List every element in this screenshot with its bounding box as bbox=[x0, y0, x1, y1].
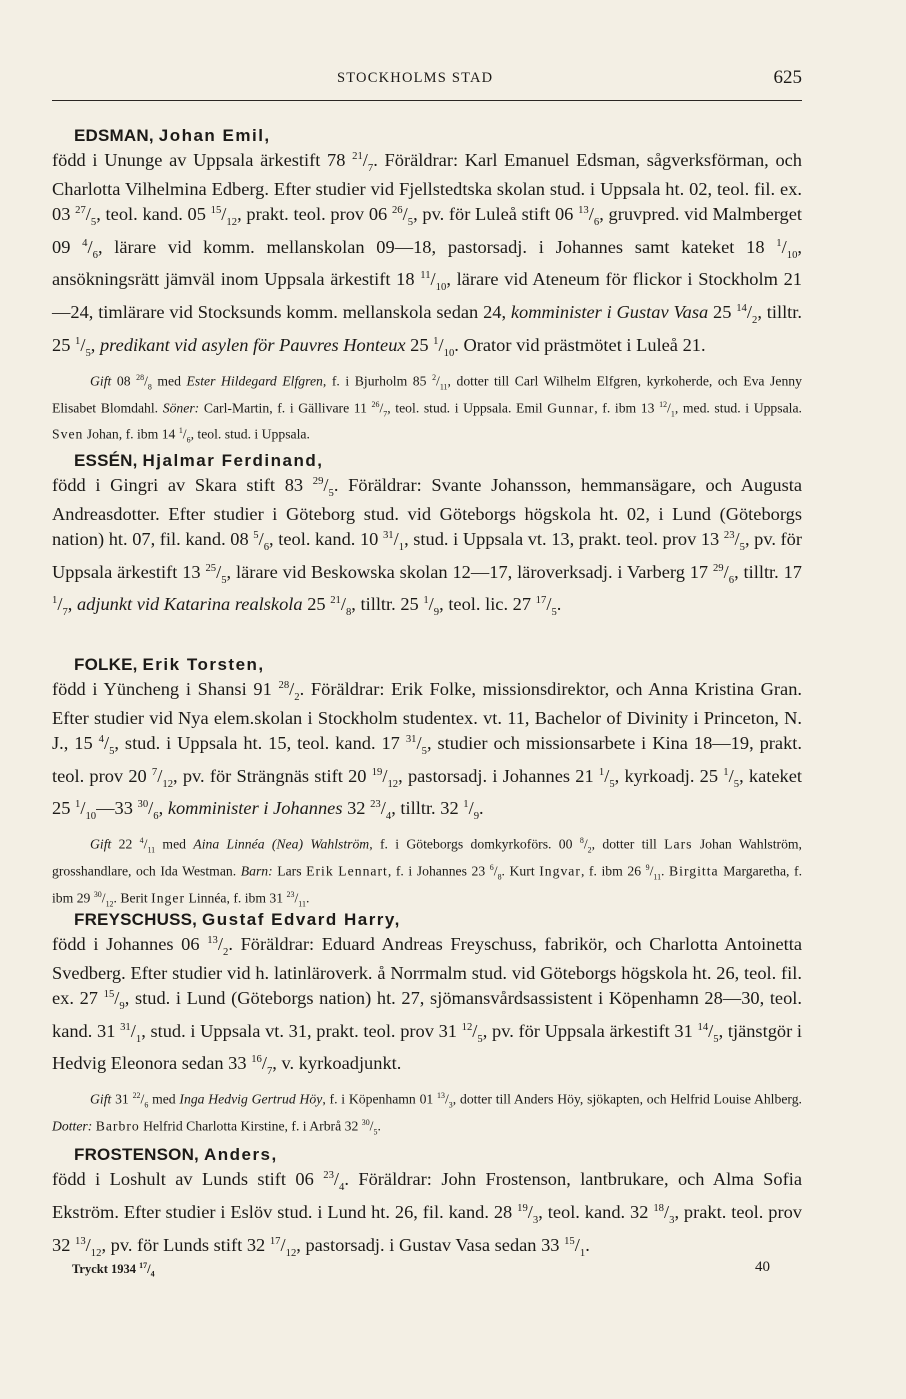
surname: ESSÉN, bbox=[74, 451, 138, 470]
given-names: Hjalmar Ferdinand, bbox=[142, 451, 324, 470]
given-names: Anders, bbox=[203, 1145, 278, 1164]
entry-name bbox=[74, 655, 802, 675]
entry-name bbox=[74, 1145, 802, 1165]
entry-edsman bbox=[52, 126, 802, 449]
sheet-number: 40 bbox=[755, 1259, 770, 1275]
entry-name bbox=[74, 126, 802, 146]
given-names: Erik Torsten, bbox=[142, 655, 265, 674]
print-date-day: 17 bbox=[139, 1261, 148, 1270]
print-info: Tryckt 1934 $^{17}/_4$ bbox=[72, 1261, 155, 1279]
entry-folke bbox=[52, 655, 802, 913]
surname: FREYSCHUSS, bbox=[74, 910, 198, 929]
surname: FOLKE, bbox=[74, 655, 138, 674]
entry-biography: född i Gingri av Skara stift 83 $^{29}/_5$. Föräldrar: Svante Johansson, hemmansägare, och Augusta Andreasdotter. Efter studier i Göteborg stud. vid Göteborgs högskola ht. 02, i Lund (Göteborgs nation) ht. 07, fil. kand. 08 $^5/_6$, teol. kand. 10 $^{31}/_1$, stud. i Uppsala vt. 13, prakt. teol. prov 13 $^{23}/_5$, pv. för Uppsala ärkestift 13 $^{25}/_5$, lärare vid Beskowska skolan 12—17, läroverksadj. i Varberg 17 $^{29}/_6$, tilltr. 17 $^1/_7$, adjunkt vid Katarina realskola 25 $^{21}/_8$, tilltr. 25 $^1/_9$, teol. lic. 27 $^{17}/_5$. bbox=[52, 475, 803, 619]
entry-biography: född i Ununge av Uppsala ärkestift 78 $^{21}/_7$. Föräldrar: Karl Emanuel Edsman, sågverksförman, och Charlotta Vilhelmina Edberg. Efter studier vid Fjellstedtska skolan stud. i Uppsala ht. 02, teol. fil. ex. 03 $^{27}/_5$, teol. kand. 05 $^{15}/_{12}$, prakt. teol. prov 06 $^{26}/_5$, pv. för Luleå stift 06 $^{13}/_6$, gruvpred. vid Malmberget 09 $^4/_6$, lärare vid komm. mellanskolan 09—18, pastorsadj. i Johannes samt kateket 18 $^1/_{10}$, ansökningsrätt jämväl inom Uppsala ärkestift 18 $^{11}/_{10}$, lärare vid Ateneum för flickor i Stockholm 21—24, timlärare vid Stocksunds komm. mellanskola sedan 24, komminister i Gustav Vasa 25 $^{14}/_2$, tilltr. 25 $^1/_5$, predikant vid asylen för Pauvres Honteux 25 $^1/_{10}$. Orator vid prästmötet i Luleå 21. bbox=[52, 150, 803, 359]
print-date-month: 4 bbox=[150, 1269, 155, 1279]
print-info-text: Tryckt 1934 bbox=[72, 1262, 140, 1277]
surname: FROSTENSON, bbox=[74, 1145, 199, 1164]
entry-name bbox=[74, 910, 802, 930]
entry-biography: född i Loshult av Lunds stift 06 $^{23}/_4$. Föräldrar: John Frostenson, lantbrukare, och Alma Sofia Ekström. Efter studier i Eslöv stud. i Lund ht. 26, fil. kand. 28 $^{19}/_3$, teol. kand. 32 $^{18}/_3$, prakt. teol. prov 32 $^{13}/_{12}$, pv. för Lunds stift 32 $^{17}/_{12}$, pastorsadj. i Gustav Vasa sedan 33 $^{15}/_1$. bbox=[52, 1169, 802, 1259]
given-names: Johan Emil, bbox=[158, 126, 271, 145]
document-page bbox=[52, 0, 802, 1399]
surname: EDSMAN, bbox=[74, 126, 154, 145]
running-header bbox=[52, 66, 802, 101]
page-footer bbox=[52, 1259, 802, 1283]
entry-frostenson bbox=[52, 1145, 802, 1263]
entry-biography: född i Johannes 06 $^{13}/_2$. Föräldrar: Eduard Andreas Freyschuss, fabrikör, och Charlotta Antoinetta Svedberg. Efter studier vid h. latinläroverk. å Norrmalm stud. vid Göteborgs högskola ht. 26, teol. fil. ex. 27 $^{15}/_9$, stud. i Lund (Göteborgs nation) ht. 27, sjömansvårdsassistent i Köpenhamn 28—30, teol. kand. 31 $^{31}/_1$, stud. i Uppsala vt. 31, prakt. teol. prov 31 $^{12}/_5$, pv. för Uppsala ärkestift 31 $^{14}/_5$, tjänstgör i Hedvig Eleonora sedan 33 $^{16}/_7$, v. kyrkoadjunkt. bbox=[52, 934, 803, 1078]
header-title: STOCKHOLMS STAD bbox=[337, 70, 494, 86]
entry-family: Gift 31 $^{22}/_6$ med Inga Hedvig Gertrud Höy, f. i Köpenhamn 01 $^{13}/_3$, dotter till Anders Höy, sjökapten, och Helfrid Louise Ahlberg. Dotter: Barbro Helfrid Charlotta Kirstine, f. i Arbrå 32 $^{30}/_5$. bbox=[52, 1091, 802, 1137]
entry-family: Gift 08 $^{28}/_8$ med Ester Hildegard Elfgren, f. i Bjurholm 85 $^2/_{11}$, dotter till Carl Wilhelm Elfgren, kyrkoherde, och Eva Jenny Elisabet Blomdahl. Söner: Carl-Martin, f. i Gällivare 11 $^{26}/_7$, teol. stud. i Uppsala. Emil Gunnar, f. ibm 13 $^{12}/_1$, med. stud. i Uppsala. Sven Johan, f. ibm 14 $^1/_6$, teol. stud. i Uppsala. bbox=[52, 372, 802, 445]
entry-freyschuss bbox=[52, 910, 802, 1141]
page-number: 625 bbox=[773, 67, 802, 88]
entry-biography: född i Yüncheng i Shansi 91 $^{28}/_2$. Föräldrar: Erik Folke, missionsdirektor, och Anna Kristina Gran. Efter studier vid Nya elem.skolan i Stockholm studentex. vt. 11, Bachelor of Divinity i Princeton, N. J., 15 $^4/_5$, stud. i Uppsala ht. 15, teol. kand. 17 $^{31}/_5$, studier och missionsarbete i Kina 18—19, prakt. teol. prov 20 $^7/_{12}$, pv. för Strängnäs stift 20 $^{19}/_{12}$, pastorsadj. i Johannes 21 $^1/_5$, kyrkoadj. 25 $^1/_5$, kateket 25 $^1/_{10}—33$ $^{30}/_6$, komminister i Johannes 32 $^{23}/_4$, tilltr. 32 $^1/_9$. bbox=[52, 679, 803, 823]
entry-essen bbox=[52, 451, 802, 623]
given-names: Gustaf Edvard Harry, bbox=[202, 910, 401, 929]
entry-name bbox=[74, 451, 802, 471]
entry-family: Gift 22 $^4/_{11}$ med Aina Linnéa (Nea) Wahlström, f. i Göteborgs domkyrkoförs. 00 $^8/_2$, dotter till Lars Johan Wahlström, grosshandlare, och Ida Westman. Barn: Lars Erik Lennart, f. i Johannes 23 $^6/_8$. Kurt Ingvar, f. ibm 26 $^9/_{11}$. Birgitta Margaretha, f. ibm 29 $^{30}/_{12}$. Berit Inger Linnéa, f. ibm 31 $^{23}/_{11}$. bbox=[52, 836, 802, 909]
